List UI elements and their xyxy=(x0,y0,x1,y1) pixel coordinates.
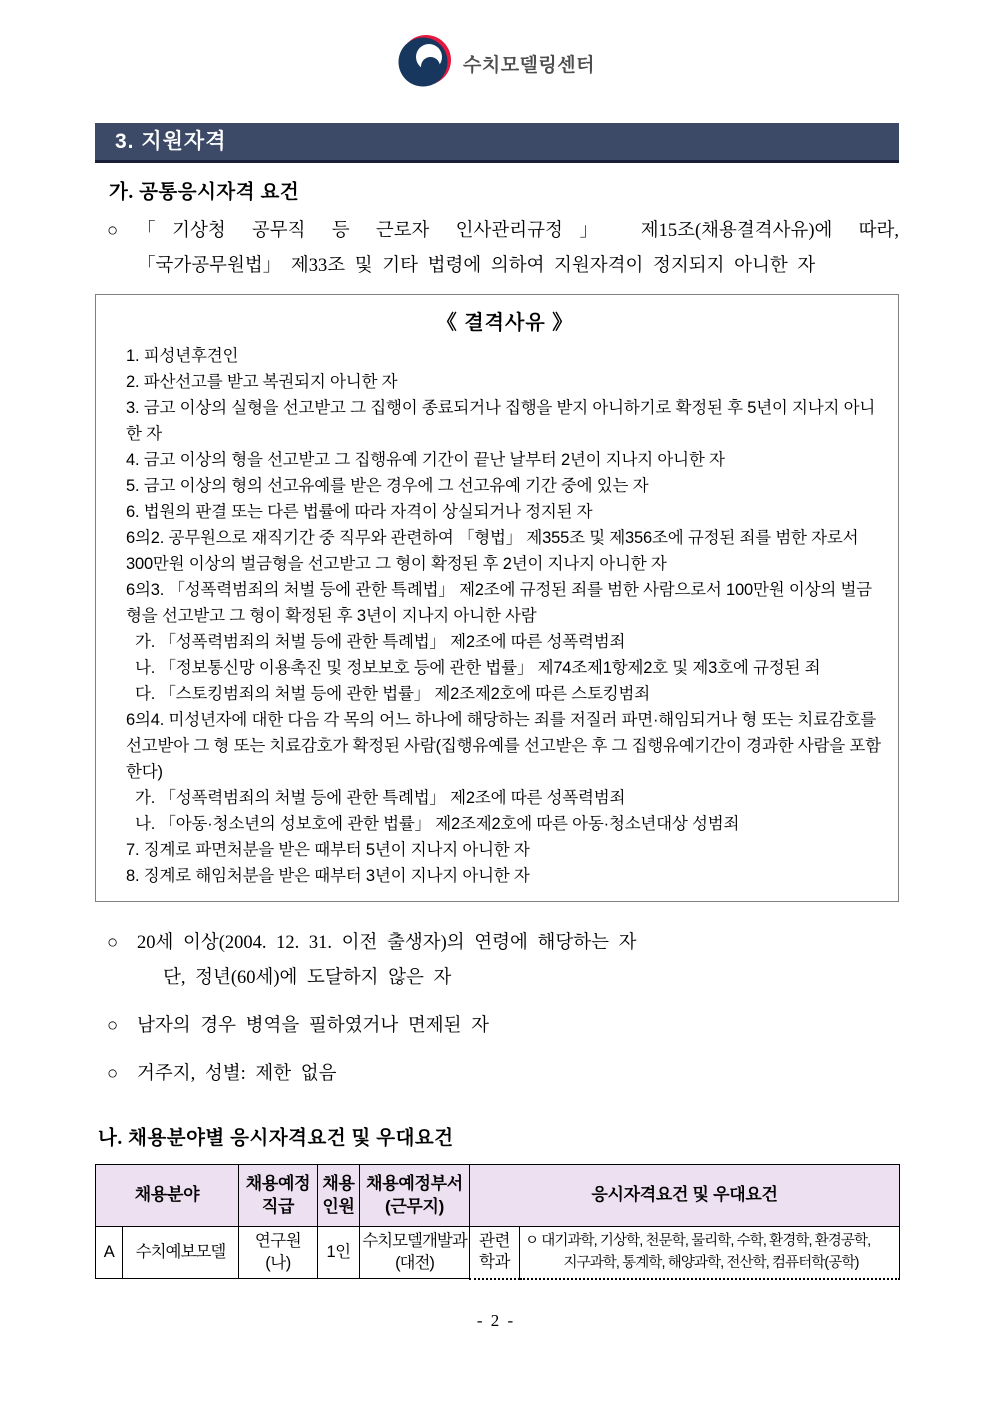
col-header-field: 채용분야 xyxy=(96,1165,239,1227)
col-header-count-line1: 채용 xyxy=(322,1173,355,1193)
disqualification-item: 6의4. 미성년자에 대한 다음 각 목의 어느 하나에 해당하는 죄를 저질러 파면·해임되거나 형 또는 치료감호를 선고받아 그 형 또는 치료감호가 확정된 사람(집행유예를 선고받은 후 그 집행유예기간이 경과한 사람을 포함한다) xyxy=(126,711,881,781)
disqualification-item: 6의3. 「성폭력범죄의 처벌 등에 관한 특례법」 제2조에 규정된 죄를 범한 사람으로서 100만원 이상의 벌금형을 선고받고 그 형이 확정된 후 3년이 지나지 아니한 사람 xyxy=(126,581,872,625)
cell-related-line2: 학과 xyxy=(479,1253,510,1272)
disqualification-item: 5. 금고 이상의 형의 선고유예를 받은 경우에 그 선고유예 기간 중에 있는 자 xyxy=(126,477,649,495)
page-content xyxy=(95,123,899,1280)
military-service-bullet xyxy=(107,1009,899,1044)
col-header-count xyxy=(318,1165,360,1227)
bullet-text xyxy=(137,214,899,284)
col-header-dept-line2: (근무지) xyxy=(384,1196,445,1216)
circle-bullet-icon: ○ xyxy=(107,1016,119,1036)
bullet-text xyxy=(137,926,899,996)
cell-related-major xyxy=(470,1227,520,1279)
disqualification-item: 1. 피성년후견인 xyxy=(126,347,239,365)
col-header-dept-line1: 채용예정부서 xyxy=(366,1173,463,1193)
col-header-grade-line2: 직급 xyxy=(261,1196,295,1216)
subsection-na-title: 나. 채용분야별 응시자격요건 및 우대요건 xyxy=(98,1128,454,1149)
cell-dept-line2: (대전) xyxy=(395,1253,434,1272)
disqualification-subitem: 나. 「정보통신망 이용촉진 및 정보보호 등에 관한 법률」 제74조제1항제2호 및 제3호에 규정된 죄 xyxy=(135,659,821,677)
page-number: - 2 - xyxy=(476,1311,516,1330)
disqualification-subitem: 다. 「스토킹범죄의 처벌 등에 관한 법률」 제2조제2호에 따른 스토킹범죄 xyxy=(135,685,650,703)
col-header-grade xyxy=(239,1165,318,1227)
disqualification-box-title: 《 결격사유 》 xyxy=(436,312,574,334)
disqualification-item: 7. 징계로 파면처분을 받은 때부터 5년이 지나지 아니한 자 xyxy=(126,841,530,859)
col-header-count-line2: 인원 xyxy=(322,1196,355,1216)
bullet-text-line1: 「기상청 공무직 등 근로자 인사관리규정」 제15조(채용결격사유)에 따라, xyxy=(137,221,899,241)
bullet-text-line2: 「국가공무원법」 제33조 및 기타 법령에 의하여 지원자격이 정지되지 아니한 자 xyxy=(137,256,816,276)
disqualification-subitem: 나. 「아동·청소년의 성보호에 관한 법률」 제2조제2호에 따른 아동·청소년대상 성범죄 xyxy=(135,815,740,833)
table-header-row xyxy=(96,1165,900,1227)
subsection-ga-title: 가. 공통응시자격 요건 xyxy=(109,182,300,203)
disqualification-item: 8. 징계로 해임처분을 받은 때부터 3년이 지나지 아니한 자 xyxy=(126,867,530,885)
cell-requirements-line1: ㅇ 대기과학, 기상학, 천문학, 물리학, 수학, 환경학, 환경공학, xyxy=(525,1233,871,1250)
cell-grade xyxy=(239,1227,318,1279)
bullet-text: 거주지, 성별: 제한 없음 xyxy=(137,1064,337,1084)
bullet-text-line1: 20세 이상(2004. 12. 31. 이전 출생자)의 연령에 해당하는 자 xyxy=(137,933,637,953)
circle-bullet-icon: ○ xyxy=(107,1064,119,1084)
section-title-bar: 3. 지원자격 xyxy=(95,123,899,163)
logo xyxy=(0,0,992,93)
disqualification-item: 2. 파산선고를 받고 복권되지 아니한 자 xyxy=(126,373,398,391)
cell-grade-line1: 연구원 xyxy=(254,1232,302,1251)
cell-row-id: A xyxy=(96,1227,123,1279)
additional-requirements xyxy=(107,926,899,1092)
table-row xyxy=(96,1227,900,1279)
disqualification-item: 4. 금고 이상의 형을 선고받고 그 집행유예 기간이 끝난 날부터 2년이 지나지 아니한 자 xyxy=(126,451,725,469)
disqualification-box xyxy=(95,294,899,902)
cell-dept-line1: 수치모델개발과 xyxy=(362,1232,467,1251)
circle-bullet-icon: ○ xyxy=(107,221,119,241)
recruitment-table xyxy=(95,1164,900,1280)
cell-grade-line2: (나) xyxy=(265,1253,291,1272)
bullet-text-line2: 단, 정년(60세)에 도달하지 않은 자 xyxy=(163,968,452,988)
disqualification-item: 3. 금고 이상의 실형을 선고받고 그 집행이 종료되거나 집행을 받지 아니하기로 확정된 후 5년이 지나지 아니한 자 xyxy=(126,399,876,443)
bullet-text: 남자의 경우 병역을 필하였거나 면제된 자 xyxy=(137,1016,489,1036)
disqualification-subitem: 가. 「성폭력범죄의 처벌 등에 관한 특례법」 제2조에 따른 성폭력범죄 xyxy=(135,789,626,807)
col-header-requirements: 응시자격요건 및 우대요건 xyxy=(470,1165,900,1227)
cell-field: 수치예보모델 xyxy=(123,1227,239,1279)
col-header-grade-line1: 채용예정 xyxy=(245,1173,311,1193)
disqualification-item: 6의2. 공무원으로 재직기간 중 직무와 관련하여 「형법」 제355조 및 제356조에 규정된 죄를 범한 자로서 300만원 이상의 벌금형을 선고받고 그 형이 확정된 후 2년이 지나지 아니한 자 xyxy=(126,529,859,573)
disqualification-item: 6. 법원의 판결 또는 다른 법률에 따라 자격이 상실되거나 정지된 자 xyxy=(126,503,593,521)
residence-gender-bullet xyxy=(107,1057,899,1092)
government-emblem-icon xyxy=(397,34,451,93)
logo-text: 수치모델링센터 xyxy=(463,55,595,76)
cell-requirements-line2: 지구과학, 통계학, 해양과학, 전산학, 컴퓨터학(공학) xyxy=(563,1255,859,1272)
common-qualification-bullet xyxy=(107,214,899,284)
cell-count: 1인 xyxy=(318,1227,360,1279)
col-header-dept xyxy=(360,1165,470,1227)
age-requirement-bullet xyxy=(107,926,899,996)
circle-bullet-icon: ○ xyxy=(107,933,119,953)
disqualification-subitem: 가. 「성폭력범죄의 처벌 등에 관한 특례법」 제2조에 따른 성폭력범죄 xyxy=(135,633,626,651)
cell-requirements xyxy=(520,1227,900,1279)
cell-dept xyxy=(360,1227,470,1279)
cell-related-line1: 관련 xyxy=(479,1231,510,1250)
